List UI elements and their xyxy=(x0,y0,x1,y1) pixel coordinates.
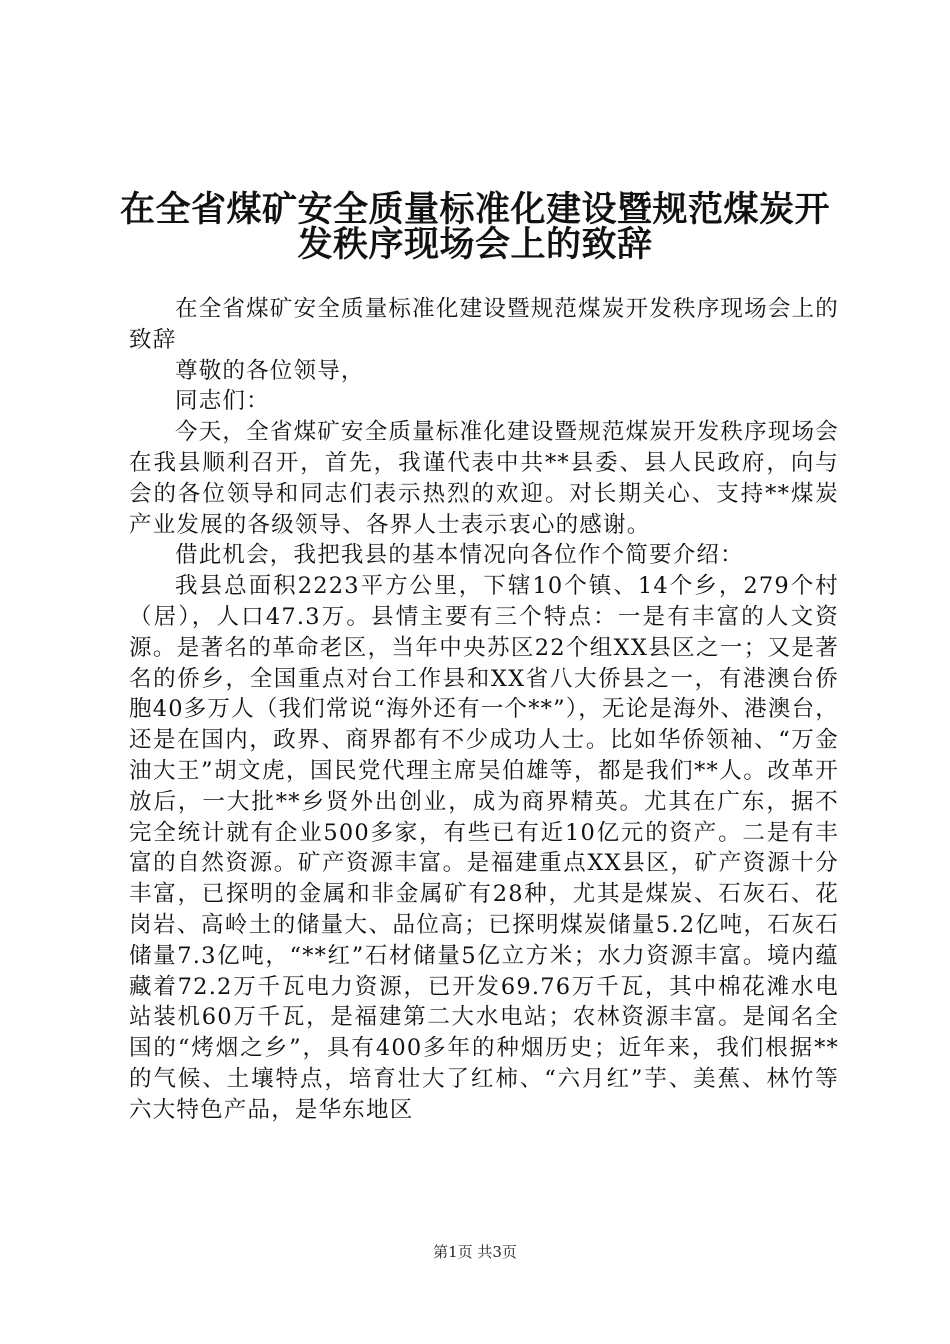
document-body xyxy=(129,294,839,1126)
paragraph-welcome: 今天，全省煤矿安全质量标准化建设暨规范煤炭开发秩序现场会在我县顺利召开，首先，我谨代表中共**县委、县人民政府，向与会的各位领导和同志们表示热烈的欢迎。对长期关心、支持**煤炭产业发展的各级领导、各界人士表示衷心的感谢。 xyxy=(129,419,839,538)
page-number-footer: 第1页 共3页 xyxy=(433,1243,517,1261)
document-title-line-1: 在全省煤矿安全质量标准化建设暨规范煤炭开 xyxy=(119,189,830,230)
document-title-line-2: 发秩序现场会上的致辞 xyxy=(297,224,653,265)
paragraph-county-overview: 我县总面积2223平方公里，下辖10个镇、14个乡，279个村（居），人口47.3万。县情主要有三个特点：一是有丰富的人文资源。是著名的革命老区，当年中央苏区22个组XX县区之一；又是著名的侨乡，全国重点对台工作县和XX省八大侨县之一，有港澳台侨胞40多万人（我们常说“海外还有一个**”），无论是海外、港澳台，还是在国内，政界、商界都有不少成功人士。比如华侨领袖、“万金油大王”胡文虎，国民党代理主席吴伯雄等，都是我们**人。改革开放后，一大批**乡贤外出创业，成为商界精英。尤其在广东，据不完全统计就有企业500多家，有些已有近10亿元的资产。二是有丰富的自然资源。矿产资源丰富。是福建重点XX县区，矿产资源十分丰富，已探明的金属和非金属矿有28种，尤其是煤炭、石灰石、花岗岩、高岭土的储量大、品位高；已探明煤炭储量5.2亿吨，石灰石储量7.3亿吨，“**红”石材储量5亿立方米；水力资源丰富。境内蕴藏着72.2万千瓦电力资源，已开发69.76万千瓦，其中棉花滩水电站装机60万千瓦，是福建第二大水电站；农林资源丰富。是闻名全国的“烤烟之乡”，具有400多年的种烟历史；近年来，我们根据**的气候、土壤特点，培育壮大了红柿、“六月红”芋、美蕉、林竹等六大特色产品，是华东地区 xyxy=(129,573,839,1123)
paragraph-comrades: 同志们： xyxy=(175,388,270,415)
paragraph-intro: 借此机会，我把我县的基本情况向各位作个简要介绍： xyxy=(175,542,744,569)
paragraph-heading-repeat: 在全省煤矿安全质量标准化建设暨规范煤炭开发秩序现场会上的致辞 xyxy=(129,296,839,353)
paragraph-salutation: 尊敬的各位领导， xyxy=(175,357,365,384)
